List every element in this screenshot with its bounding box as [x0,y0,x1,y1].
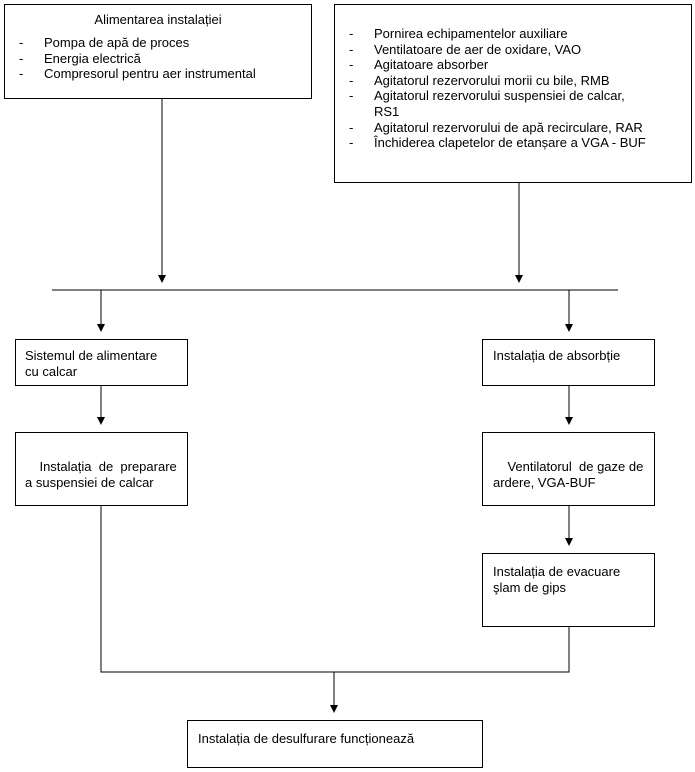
line-gypsum-to-bottom-bus [334,626,569,672]
line-suspension-to-bottom-bus [101,505,334,672]
absorption-box [482,339,655,386]
suspension-label: Instalația de preparare a suspensiei de calcar [25,459,177,490]
list-item: - Agitatorul rezervorului de apă recirculare, RAR [349,119,643,135]
limestone-supply-label: Sistemul de alimentare cu calcar [25,348,158,379]
auxiliary-list [349,26,646,151]
supply-title: Alimentarea instalației [94,12,222,27]
list-item: - Agitatoare absorber [349,57,489,73]
fan-label: Ventilatorul de gaze de ardere, VGA-BUF [493,459,644,490]
final-box [187,720,483,768]
gypsum-box [482,553,655,627]
auxiliary-box [334,4,692,183]
suspension-box [15,432,188,506]
list-item: - Compresorul pentru aer instrumental [19,66,256,82]
supply-list [19,35,256,82]
list-item: - Pornirea echipamentelor auxiliare [349,26,568,41]
absorption-label: Instalația de absorbție [493,348,621,363]
list-item: - Energia electrică [19,50,141,66]
limestone-supply-box [15,339,188,386]
final-label: Instalația de desulfurare funcționează [198,731,415,746]
list-item: - Ventilatoare de aer de oxidare, VAO [349,41,582,57]
list-item: - Agitatorul rezervorului morii cu bile, RMB [349,72,610,88]
list-item: - Agitatorul rezervorului suspensiei de calcar, RS1 [349,88,625,119]
list-item: - Pompa de apă de proces [19,35,190,50]
list-item: - Închiderea clapetelor de etanșare a VGA - BUF [349,135,646,151]
fan-box [482,432,655,506]
supply-box [4,4,312,99]
gypsum-label: Instalația de evacuare şlam de gips [493,564,621,595]
